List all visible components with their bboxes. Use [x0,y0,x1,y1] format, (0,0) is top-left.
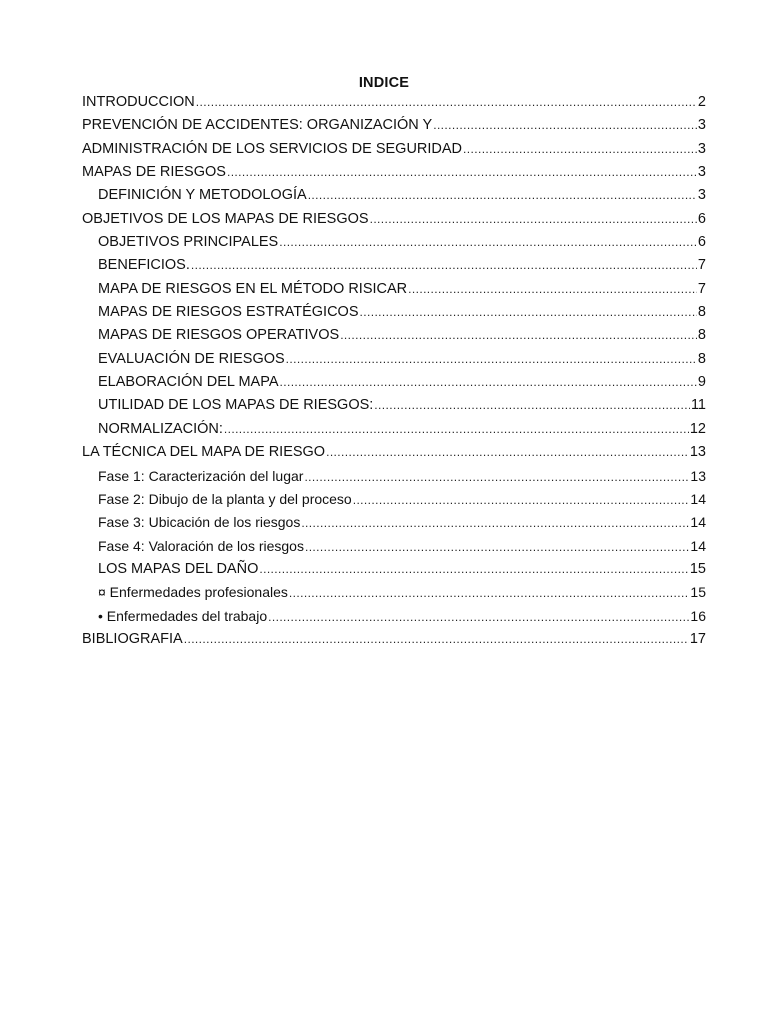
toc-entry-title: • Enfermedades del trabajo [98,607,268,624]
toc-dot-leader [301,513,689,533]
toc-entry-page-number: 6 [697,234,706,251]
toc-entry-title: DEFINICIÓN Y METODOLOGÍA [98,187,307,204]
toc-entry-page-number: 3 [697,117,706,134]
toc-dot-leader [184,629,689,649]
toc-entry-page-number: 12 [689,420,706,437]
toc-dot-leader [227,162,697,182]
toc-dot-leader [305,537,689,557]
toc-entry-page-number: 3 [697,187,706,204]
toc-entry[interactable] [82,255,706,278]
toc-dot-leader [433,115,697,135]
toc-entry[interactable] [82,279,706,302]
toc-entry[interactable] [82,582,706,605]
toc-entry-page-number: 7 [697,257,706,274]
toc-entry-title: MAPAS DE RIESGOS [82,164,226,181]
toc-entry[interactable] [82,232,706,255]
toc-entry-page-number: 3 [697,164,706,181]
toc-dot-leader [196,92,697,112]
toc-dot-leader [286,349,697,369]
toc-dot-leader [280,372,697,392]
toc-entry-title: OBJETIVOS PRINCIPALES [98,234,279,251]
toc-dot-leader [191,255,697,275]
toc-entry-title: MAPA DE RIESGOS EN EL MÉTODO RISICAR [98,280,408,297]
toc-entry-title: Fase 3: Ubicación de los riesgos [98,514,301,531]
toc-entry[interactable] [82,139,706,162]
toc-entry-page-number: 7 [697,280,706,297]
toc-entry-title: BENEFICIOS. [98,257,190,274]
toc-entry-title: EVALUACIÓN DE RIESGOS [98,350,285,367]
toc-entry-page-number: 14 [690,490,706,507]
toc-entry-title: MAPAS DE RIESGOS ESTRATÉGICOS [98,304,359,321]
toc-entry[interactable] [82,512,706,535]
toc-entry-title: Fase 4: Valoración de los riesgos [98,537,304,554]
toc-dot-leader [408,279,697,299]
toc-entry[interactable] [82,162,706,185]
toc-entry-title: MAPAS DE RIESGOS OPERATIVOS [98,327,340,344]
toc-entry-title: ¤ Enfermedades profesionales [98,584,288,601]
toc-dot-leader [304,467,689,487]
toc-dot-leader [308,185,697,205]
toc-dot-leader [353,490,690,510]
toc-dot-leader [463,139,697,159]
toc-dot-leader [374,395,690,415]
toc-entry-page-number: 14 [690,514,706,531]
toc-entry[interactable] [82,536,706,559]
toc-entry-title: ELABORACIÓN DEL MAPA [98,374,279,391]
toc-entry-title: Fase 1: Caracterización del lugar [98,467,304,484]
toc-entry[interactable] [82,442,706,465]
toc-dot-leader [326,442,689,462]
toc-entry-title: NORMALIZACIÓN: [98,420,223,437]
toc-entry-page-number: 11 [690,397,706,414]
toc-entry-title: BIBLIOGRAFIA [82,630,183,647]
toc-entry-page-number: 14 [690,537,706,554]
toc-entry[interactable] [82,115,706,138]
toc-entry[interactable] [82,302,706,325]
toc-entry[interactable] [82,349,706,372]
toc-dot-leader [340,325,697,345]
toc-entry-page-number: 8 [697,327,706,344]
toc-title: INDICE [358,75,410,91]
toc-entry-page-number: 16 [690,607,706,624]
toc-entry-page-number: 17 [689,630,706,647]
toc-dot-leader [370,209,697,229]
toc-entry[interactable] [82,325,706,348]
toc-entry[interactable] [82,92,706,115]
toc-entry-title: OBJETIVOS DE LOS MAPAS DE RIESGOS [82,210,369,227]
toc-entry-page-number: 3 [697,140,706,157]
toc-entry-page-number: 8 [697,304,706,321]
toc-entry[interactable] [82,209,706,232]
toc-entry[interactable] [82,395,706,418]
toc-entry-title: LOS MAPAS DEL DAÑO [98,560,259,577]
toc-entry-page-number: 15 [690,584,706,601]
toc-dot-leader [279,232,697,252]
toc-dot-leader [360,302,697,322]
toc-entry-page-number: 15 [689,560,706,577]
toc-dot-leader [259,559,689,579]
toc-dot-leader [224,419,689,439]
toc-entry[interactable] [82,185,706,208]
toc-entry-page-number: 9 [697,374,706,391]
toc-entry-title: ADMINISTRACIÓN DE LOS SERVICIOS DE SEGURIDAD [82,140,463,157]
toc-entry-page-number: 8 [697,350,706,367]
toc-entry[interactable] [82,372,706,395]
toc-dot-leader [289,583,690,603]
toc-entry[interactable] [82,559,706,582]
toc-entry-title: PREVENCIÓN DE ACCIDENTES: ORGANIZACIÓN Y [82,117,433,134]
toc-list [82,92,706,652]
toc-entry-title: UTILIDAD DE LOS MAPAS DE RIESGOS: [98,397,374,414]
toc-entry-page-number: 6 [697,210,706,227]
toc-entry[interactable] [82,466,706,489]
toc-entry-page-number: 13 [690,467,706,484]
toc-entry[interactable] [82,629,706,652]
toc-entry-title: Fase 2: Dibujo de la planta y del proceso [98,490,352,507]
toc-entry-title: INTRODUCCION [82,94,195,110]
toc-entry[interactable] [82,419,706,442]
toc-entry-page-number: 13 [689,444,706,461]
toc-entry[interactable] [82,489,706,512]
toc-dot-leader [268,607,689,627]
toc-entry[interactable] [82,606,706,629]
toc-entry-title: LA TÉCNICA DEL MAPA DE RIESGO [82,444,326,461]
toc-entry-page-number: 2 [697,94,706,110]
